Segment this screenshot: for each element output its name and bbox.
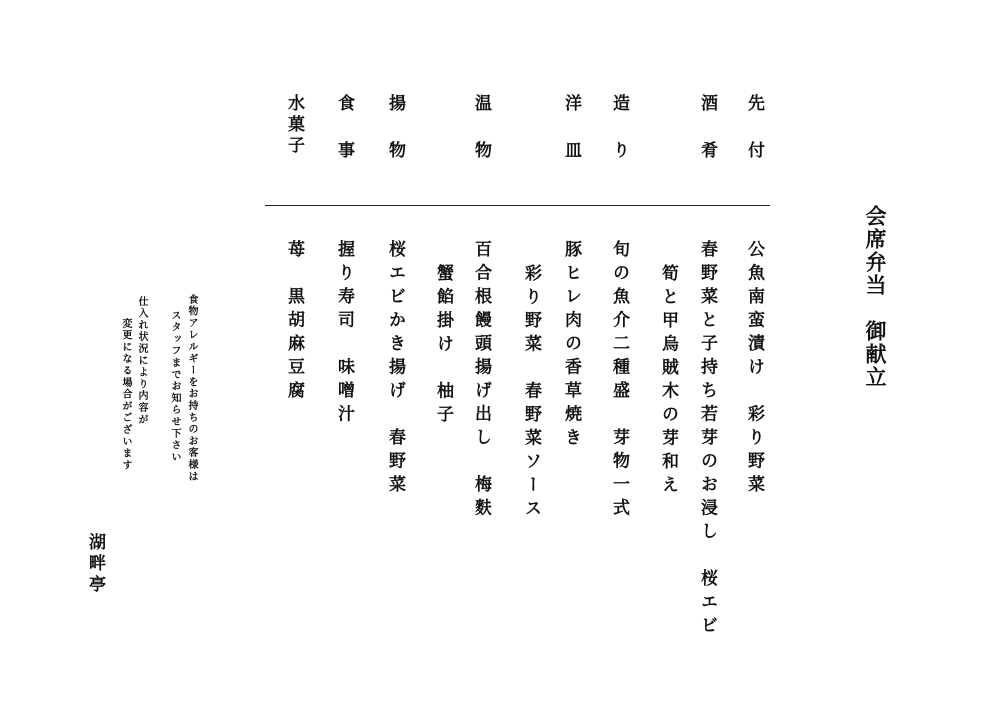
allergy-note-line1: 食物アレルギーをお持ちのお客様は bbox=[186, 294, 197, 483]
dish-agemono: 桜エビかき揚げ 春野菜 bbox=[385, 240, 405, 499]
dish-shuko-1: 春野菜と子持ち若芽のお浸し 桜エビ bbox=[697, 240, 717, 640]
supply-note-line2: 変更になる場合がございます bbox=[120, 318, 131, 472]
supply-note-line1: 仕入れ状況により内容が bbox=[136, 296, 147, 426]
divider-line bbox=[265, 205, 770, 206]
dish-shokuji: 握り寿司 味噌汁 bbox=[334, 240, 354, 428]
course-label-mizugashi: 水菓子 bbox=[284, 94, 304, 157]
menu-title: 会席弁当 御献立 bbox=[863, 205, 888, 389]
dish-yozara-2: 彩り野菜 春野菜ソース bbox=[521, 264, 541, 523]
dish-mizugashi: 苺 黒胡麻豆腐 bbox=[284, 240, 304, 405]
course-label-tsukuri: 造り bbox=[609, 94, 629, 188]
dish-yozara-1: 豚ヒレ肉の香草焼き bbox=[561, 240, 581, 452]
allergy-note-line2: スタッフまでお知らせ下さい bbox=[169, 310, 180, 464]
dish-onmono-1: 百合根饅頭揚げ出し 梅麩 bbox=[471, 240, 491, 522]
course-label-yozara: 洋皿 bbox=[561, 94, 581, 188]
dish-onmono-2: 蟹餡掛け 柚子 bbox=[433, 264, 453, 429]
course-label-shokuji: 食事 bbox=[334, 94, 354, 188]
course-label-onmono: 温物 bbox=[471, 94, 491, 188]
dish-sakizuke: 公魚南蛮漬け 彩り野菜 bbox=[744, 240, 764, 499]
course-label-agemono: 揚物 bbox=[385, 94, 405, 188]
course-label-sakizuke: 先付 bbox=[744, 94, 764, 188]
course-label-shuko: 酒肴 bbox=[697, 94, 717, 188]
dish-tsukuri: 旬の魚介二種盛 芽物一式 bbox=[609, 240, 629, 522]
store-name: 湖畔亭 bbox=[85, 533, 105, 596]
dish-shuko-2: 筍と甲烏賊木の芽和え bbox=[658, 264, 678, 499]
